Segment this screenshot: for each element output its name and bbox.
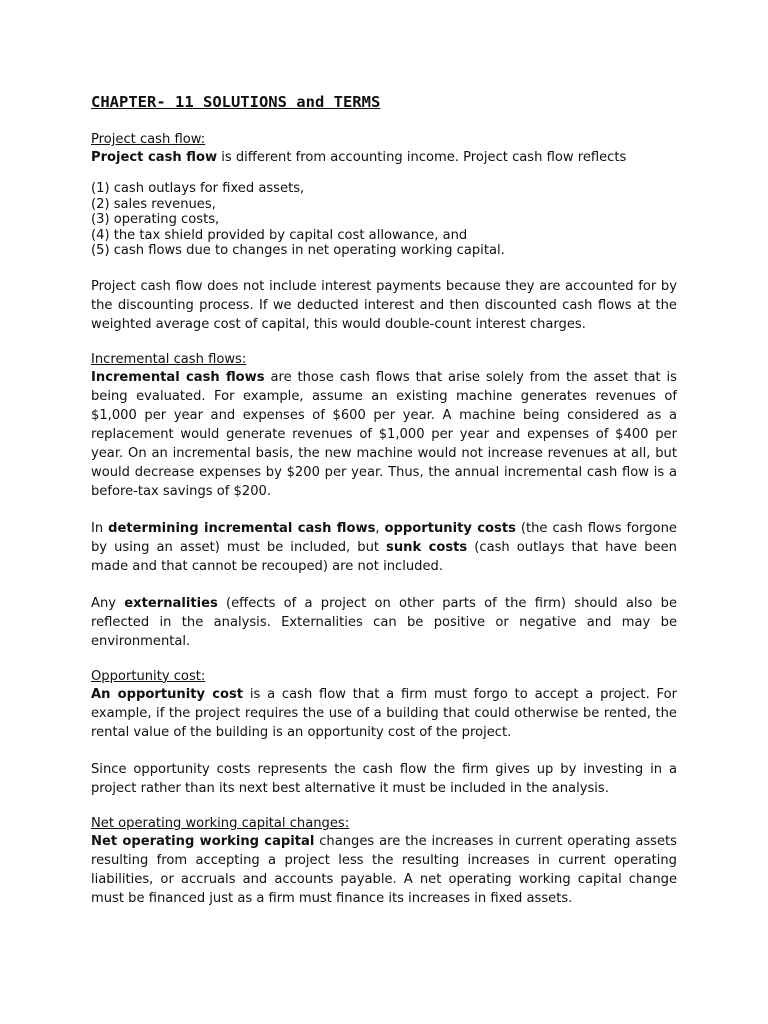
heading-incremental-cash-flows: Incremental cash flows: (91, 351, 247, 367)
determining-incremental-paragraph: In determining incremental cash flows, opportunity costs (the cash flows forgone by using an asset) must be included, but sunk costs (cash outlays that have been made and that cannot be recouped) are not included. (91, 520, 677, 574)
term-nowc: Net operating working capital (91, 833, 315, 849)
list-item: (1) cash outlays for fixed assets, (91, 181, 305, 196)
opportunity-cost-analysis-paragraph: Since opportunity costs represents the cash flow the firm gives up by investing in a project rather than its next best alternative it must be included in the analysis. (91, 761, 677, 796)
heading-nowc-changes: Net operating working capital changes: (91, 815, 350, 831)
externalities-paragraph: Any externalities (effects of a project on other parts of the firm) should also be reflected in the analysis. Externalities can be positive or negative and may be environmental. (91, 595, 677, 649)
cash-flow-list (91, 181, 677, 259)
list-item: (2) sales revenues, (91, 196, 216, 212)
nowc-paragraph: Net operating working capital changes are the increases in current operating assets resulting from accepting a project less the resulting increases in current operating liabilities, or accruals and accounts payable. A net operating working capital change must be financed just as a firm must finance its increases in fixed assets. (91, 833, 677, 906)
document-body (91, 92, 677, 908)
project-cash-flow-interest-paragraph: Project cash flow does not include interest payments because they are accounted for by the discounting process. If we deducted interest and then discounted cash flows at the weighted average cost of capital, this would double-count interest charges. (91, 278, 677, 332)
term-opportunity-cost: An opportunity cost (91, 686, 244, 702)
list-item: (3) operating costs, (91, 212, 220, 227)
opportunity-cost-paragraph: An opportunity cost is a cash flow that a firm must forgo to accept a project. For example, if the project requires the use of a building that could otherwise be rented, the rental value of the building is an opportunity cost of the project. (91, 686, 677, 740)
incremental-cash-flows-paragraph: Incremental cash flows are those cash flows that arise solely from the asset that is being evaluated. For example, assume an existing machine generates revenues of $1,000 per year and expenses of $600 per year. A machine being considered as a replacement would generate revenues of $1,000 per year and expenses of $400 per year. On an incremental basis, the new machine would not increase revenues at all, but would decrease expenses by $200 per year. Thus, the annual incremental cash flow is a before-tax savings of $200. (91, 369, 677, 499)
term-project-cash-flow: Project cash flow (91, 150, 218, 165)
term-incremental-cash-flows: Incremental cash flows (91, 369, 265, 385)
chapter-title: CHAPTER- 11 SOLUTIONS and TERMS (91, 93, 381, 111)
list-item: (5) cash flows due to changes in net operating working capital. (91, 243, 505, 258)
project-cash-flow-intro: Project cash flow is different from accounting income. Project cash flow reflects (91, 150, 627, 165)
list-item: (4) the tax shield provided by capital cost allowance, and (91, 227, 468, 243)
heading-opportunity-cost: Opportunity cost: (91, 668, 206, 684)
heading-project-cash-flow: Project cash flow: (91, 132, 206, 147)
